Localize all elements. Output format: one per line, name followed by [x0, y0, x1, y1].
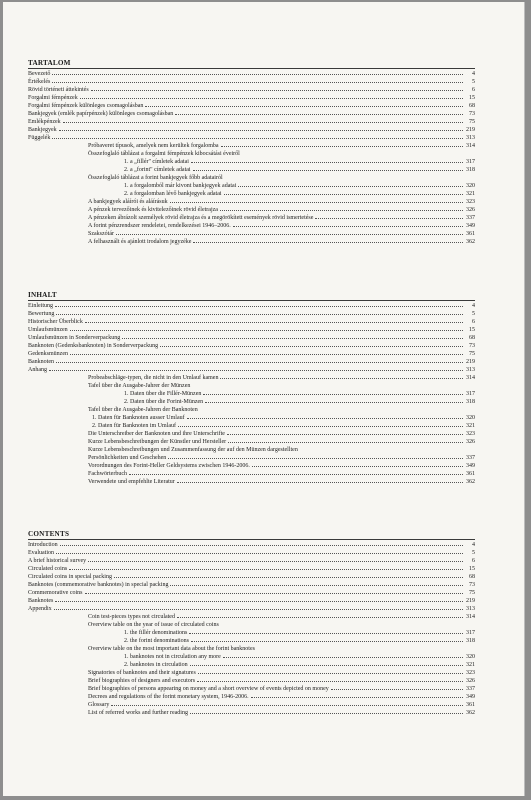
toc-entry-page-number: 320 — [466, 415, 475, 421]
toc-entry-page-number: 337 — [466, 455, 475, 461]
toc-entry-title: Bewertung — [28, 311, 55, 317]
toc-entry-page-number: 4 — [472, 303, 475, 309]
dot-leader — [198, 673, 463, 674]
dot-leader — [177, 482, 463, 483]
toc-entry-page-number: 337 — [466, 686, 475, 692]
toc-entry-page-number: 6 — [472, 558, 475, 564]
toc-entry-page-number: 314 — [466, 143, 475, 149]
toc-entry — [28, 430, 475, 438]
dot-leader — [69, 569, 463, 570]
toc-entry-title: 1. banknotes not in circulation any more — [124, 654, 221, 660]
toc-entry — [28, 669, 475, 677]
toc-entry — [28, 653, 475, 661]
toc-entry-title: Die Unterschreiber der Banknoten und ihre Unterschrifte — [88, 431, 225, 437]
dot-leader — [55, 601, 463, 602]
toc-entry — [28, 142, 475, 150]
dot-leader — [70, 354, 463, 355]
toc-entry-page-number: 68 — [469, 335, 475, 341]
toc-section-hungarian — [28, 58, 475, 246]
dot-leader — [56, 553, 463, 554]
toc-entry-page-number: 321 — [466, 662, 475, 668]
toc-entry-title: Historischer Überblick — [28, 319, 83, 325]
toc-entry-title: Glossary — [88, 702, 110, 708]
toc-entry-title: Commemorative coins — [28, 590, 83, 596]
toc-entry-title: Emlékpénzek — [28, 119, 61, 125]
dot-leader — [187, 418, 463, 419]
dot-leader — [170, 585, 463, 586]
toc-entry-page-number: 5 — [472, 311, 475, 317]
toc-entry-title: Overview table on the most important data about the forint banknotes — [88, 646, 255, 652]
toc-entry-page-number: 219 — [466, 359, 475, 365]
dot-leader — [114, 577, 463, 578]
toc-entry-title: 2. banknotes in circulation — [124, 662, 188, 668]
toc-entry — [28, 661, 475, 669]
toc-entry — [28, 318, 475, 326]
toc-entry-title: Szakszótár — [88, 231, 114, 237]
toc-entry-title: Umlaufsmünzen in Sonderverpackung — [28, 335, 121, 341]
toc-entry-page-number: 313 — [466, 367, 475, 373]
toc-entry-page-number: 320 — [466, 654, 475, 660]
toc-entry — [28, 382, 475, 390]
dot-leader — [227, 434, 463, 435]
toc-entry-title: 2. the forint denominations — [124, 638, 189, 644]
toc-entry-title: Verwendete und empfehlte Literatur — [88, 479, 175, 485]
toc-entry — [28, 414, 475, 422]
toc-entry — [28, 174, 475, 182]
dot-leader — [168, 458, 463, 459]
toc-entry-title: 1. the fillér denominations — [124, 630, 188, 636]
toc-entry-title: Introduction — [28, 542, 58, 548]
toc-entry-title: Circulated coins — [28, 566, 68, 572]
toc-entry — [28, 190, 475, 198]
toc-entry-page-number: 314 — [466, 375, 475, 381]
toc-entry — [28, 709, 475, 717]
toc-entry — [28, 446, 475, 454]
toc-entry — [28, 358, 475, 366]
dot-leader — [197, 681, 463, 682]
toc-entry-title: Forgalmi fémpénzek — [28, 95, 78, 101]
toc-entry-title: Anhang — [28, 367, 47, 373]
toc-entry-title: Banknotes — [28, 598, 54, 604]
toc-entry-title: Persönlichkeiten und Geschehen — [88, 455, 167, 461]
dot-leader — [220, 378, 463, 379]
dot-leader — [170, 202, 463, 203]
toc-entry-title: Gedenksmünzen — [28, 351, 68, 357]
dot-leader — [251, 697, 463, 698]
dot-leader — [145, 106, 463, 107]
toc-entry — [28, 637, 475, 645]
section-heading: TARTALOM — [28, 59, 71, 67]
toc-entry — [28, 166, 475, 174]
toc-entry — [28, 118, 475, 126]
dot-leader — [252, 466, 463, 467]
toc-entry — [28, 438, 475, 446]
dot-leader — [129, 474, 463, 475]
toc-entry — [28, 478, 475, 486]
dot-leader — [60, 545, 463, 546]
dot-leader — [160, 346, 463, 347]
toc-entry — [28, 677, 475, 685]
toc-entry-title: Kurze Lebensbeschreibungen der Künstler und Hersteller — [88, 439, 227, 445]
toc-entry-page-number: 219 — [466, 598, 475, 604]
section-heading: INHALT — [28, 291, 57, 299]
toc-entry — [28, 302, 475, 310]
toc-entry — [28, 581, 475, 589]
book-page — [3, 2, 525, 796]
dot-leader — [223, 657, 463, 658]
toc-entry — [28, 126, 475, 134]
toc-entries — [28, 302, 475, 486]
toc-entry-page-number: 318 — [466, 399, 475, 405]
toc-entry-page-number: 5 — [472, 79, 475, 85]
toc-section-english — [28, 529, 475, 717]
toc-section-german — [28, 290, 475, 486]
toc-entry-title: A forint pénzrendszer rendeletei, rendelkezései 1946–2006. — [88, 223, 231, 229]
toc-entry — [28, 422, 475, 430]
toc-entry — [28, 70, 475, 78]
toc-entry — [28, 693, 475, 701]
toc-entry — [28, 198, 475, 206]
dot-leader — [52, 82, 463, 83]
dot-leader — [85, 593, 464, 594]
dot-leader — [88, 561, 463, 562]
dot-leader — [203, 394, 463, 395]
toc-entry-page-number: 349 — [466, 694, 475, 700]
toc-entry — [28, 334, 475, 342]
toc-entries — [28, 541, 475, 717]
toc-entry — [28, 390, 475, 398]
toc-entry — [28, 326, 475, 334]
toc-entry-title: Forgalmi fémpénzek különleges csomagolásban — [28, 103, 144, 109]
toc-entry-title: Banknotes (commemorative banknotes) in special packing — [28, 582, 169, 588]
toc-entry-title: Brief biographies of persons appearing on money and a short overview of events depicted on money — [88, 686, 329, 692]
dot-leader — [52, 74, 463, 75]
toc-entry-title: Bankjegyek — [28, 127, 57, 133]
dot-leader — [56, 314, 463, 315]
toc-entry — [28, 102, 475, 110]
toc-entry-title: Függelék — [28, 135, 51, 141]
toc-entry-page-number: 75 — [469, 351, 475, 357]
toc-entry-title: Tafel über die Ausgabe-Jahren der Banknoten — [88, 407, 198, 413]
dot-leader — [193, 170, 463, 171]
toc-entry-page-number: 75 — [469, 590, 475, 596]
toc-entry — [28, 557, 475, 565]
toc-entry — [28, 374, 475, 382]
toc-entry-page-number: 15 — [469, 327, 475, 333]
dot-leader — [56, 362, 463, 363]
dot-leader — [63, 122, 463, 123]
toc-entry-title: Tafel über die Ausgabe-Jahrer der Münzen — [88, 383, 191, 389]
toc-entry — [28, 605, 475, 613]
toc-entry-page-number: 313 — [466, 135, 475, 141]
toc-entry-page-number: 326 — [466, 207, 475, 213]
toc-entry-page-number: 349 — [466, 223, 475, 229]
toc-entry — [28, 573, 475, 581]
toc-entry-title: Banknoten — [28, 359, 54, 365]
dot-leader — [91, 90, 463, 91]
toc-entry-page-number: 361 — [466, 471, 475, 477]
dot-leader — [175, 114, 463, 115]
dot-leader — [80, 98, 463, 99]
toc-entry-title: 2. a forgalomban lévő bankjegyek adatai — [124, 191, 222, 197]
dot-leader — [111, 705, 463, 706]
toc-entry — [28, 110, 475, 118]
toc-entry-title: A brief historical survey — [28, 558, 87, 564]
toc-entry — [28, 350, 475, 358]
dot-leader — [238, 186, 463, 187]
toc-entry — [28, 134, 475, 142]
toc-entry-title: Einleitung — [28, 303, 53, 309]
toc-entry-page-number: 318 — [466, 638, 475, 644]
toc-entry — [28, 158, 475, 166]
toc-entry-page-number: 321 — [466, 191, 475, 197]
toc-entry-title: Próbaveret típusok, amelyek nem kerültek forgalomba — [88, 143, 219, 149]
toc-entry — [28, 78, 475, 86]
toc-entry-title: Umlaufsmünzen — [28, 327, 68, 333]
heading-rule — [28, 539, 475, 540]
toc-entry — [28, 565, 475, 573]
toc-entry-page-number: 75 — [469, 119, 475, 125]
dot-leader — [55, 306, 463, 307]
toc-entry-page-number: 317 — [466, 159, 475, 165]
toc-entry-page-number: 219 — [466, 127, 475, 133]
heading-rule — [28, 300, 475, 301]
toc-entry-page-number: 4 — [472, 71, 475, 77]
dot-leader — [189, 633, 463, 634]
toc-entry-page-number: 73 — [469, 111, 475, 117]
toc-entry-page-number: 337 — [466, 215, 475, 221]
toc-entry — [28, 645, 475, 653]
dot-leader — [205, 402, 463, 403]
toc-entry-page-number: 362 — [466, 239, 475, 245]
toc-entry-title: 1. Daten für Banknoten ausser Umlauf — [92, 415, 185, 421]
toc-entry — [28, 621, 475, 629]
dot-leader — [122, 338, 463, 339]
toc-entry-title: Overview table on the year of issue of circulated coins — [88, 622, 219, 628]
toc-entry-title: Bankjegyek (emlék papírpénzek) különleges csomagolásban — [28, 111, 174, 117]
toc-entry — [28, 398, 475, 406]
toc-entry — [28, 182, 475, 190]
toc-entry — [28, 86, 475, 94]
dot-leader — [193, 242, 463, 243]
toc-entry — [28, 230, 475, 238]
toc-entry-title: Banknoten (Gedenksbanknoten) in Sonderverpackung — [28, 343, 159, 349]
toc-entry — [28, 342, 475, 350]
dot-leader — [190, 665, 463, 666]
dot-leader — [178, 426, 463, 427]
toc-entry-page-number: 326 — [466, 678, 475, 684]
dot-leader — [177, 617, 463, 618]
toc-entry — [28, 310, 475, 318]
toc-entry-title: 2. Daten für Banknoten im Umlauf — [92, 423, 176, 429]
toc-entry-title: 2. Daten über die Forint-Münzen — [124, 399, 204, 405]
toc-entry-title: Brief biographies of designers and executors — [88, 678, 196, 684]
toc-entry — [28, 454, 475, 462]
toc-entry-page-number: 323 — [466, 199, 475, 205]
toc-entry-page-number: 15 — [469, 95, 475, 101]
dot-leader — [315, 218, 463, 219]
dot-leader — [52, 138, 463, 139]
dot-leader — [70, 330, 463, 331]
toc-entry-page-number: 317 — [466, 630, 475, 636]
toc-entry-title: Coin test-pieces types not circulated — [88, 614, 175, 620]
toc-entry — [28, 613, 475, 621]
dot-leader — [228, 442, 463, 443]
toc-entry-title: A felhasznált és ajánlott irodalom jegyzéke — [88, 239, 192, 245]
toc-entry-title: Fachwörterbuch — [88, 471, 127, 477]
toc-entry-title: 1. Daten über die Fillér-Münzen — [124, 391, 202, 397]
toc-entry — [28, 629, 475, 637]
toc-entry-page-number: 6 — [472, 319, 475, 325]
toc-entry-title: Összefoglaló táblázat a forgalmi fémpénzek kibocsátási éveiről — [88, 151, 240, 157]
toc-entry — [28, 470, 475, 478]
toc-entry-title: Vorordnungen des Forint-Heller Geldsystems zwischen 1946-2006. — [88, 463, 250, 469]
toc-entry — [28, 462, 475, 470]
toc-entry-page-number: 68 — [469, 103, 475, 109]
toc-entry-title: Appendix — [28, 606, 52, 612]
toc-entry-page-number: 323 — [466, 431, 475, 437]
toc-entry-page-number: 314 — [466, 614, 475, 620]
toc-entry-page-number: 73 — [469, 582, 475, 588]
dot-leader — [220, 210, 463, 211]
dot-leader — [191, 162, 463, 163]
toc-entry-title: Rövid történeti áttekintés — [28, 87, 89, 93]
toc-entry — [28, 597, 475, 605]
toc-entry — [28, 549, 475, 557]
toc-entry-page-number: 4 — [472, 542, 475, 548]
dot-leader — [59, 130, 463, 131]
dot-leader — [221, 146, 463, 147]
dot-leader — [190, 713, 463, 714]
toc-entry-title: 1. a forgalomból már kivont bankjegyek adatai — [124, 183, 237, 189]
toc-entry-title: Signatories of banknotes and their signatures — [88, 670, 196, 676]
toc-entry-title: Decrees and regulations of the forint monetary system, 1946-2006. — [88, 694, 249, 700]
toc-entry-title: List of referred works and further reading — [88, 710, 188, 716]
toc-entry — [28, 206, 475, 214]
toc-entry-title: Evaluation — [28, 550, 54, 556]
toc-entry — [28, 222, 475, 230]
dot-leader — [116, 234, 463, 235]
toc-entry-title: A bankjegyek aláírói és aláírásuk — [88, 199, 168, 205]
toc-entry-title: Probeabschläge-typen, die nicht in den Umlauf kamen — [88, 375, 219, 381]
toc-entry-page-number: 5 — [472, 550, 475, 556]
toc-entry-page-number: 320 — [466, 183, 475, 189]
toc-entries — [28, 70, 475, 246]
toc-entry-title: Összefoglaló táblázat a forint bankjegyek főbb adatairól — [88, 175, 223, 181]
toc-entry — [28, 366, 475, 374]
toc-entry-title: 2. a „forint" címletek adatai — [124, 167, 191, 173]
toc-entry — [28, 94, 475, 102]
dot-leader — [191, 641, 463, 642]
toc-entry — [28, 214, 475, 222]
toc-entry-title: Circulated coins in special packing — [28, 574, 112, 580]
section-heading: CONTENTS — [28, 530, 70, 538]
toc-entry-page-number: 15 — [469, 566, 475, 572]
toc-entry-title: Kurze Lebensbeschreibungen und Zusammenfassung der auf den Münzen dargestellten — [88, 447, 298, 453]
toc-entry-page-number: 321 — [466, 423, 475, 429]
toc-entry-page-number: 349 — [466, 463, 475, 469]
dot-leader — [54, 609, 463, 610]
toc-entry-title: 1. a „fillér" címletek adatai — [124, 159, 189, 165]
dot-leader — [49, 370, 463, 371]
toc-entry — [28, 541, 475, 549]
heading-rule — [28, 68, 475, 69]
toc-entry-title: Értékelés — [28, 79, 51, 85]
toc-entry-title: A pénzek tervezőinek és kivitelezőinek rövid életrajza — [88, 207, 218, 213]
toc-entry-page-number: 313 — [466, 606, 475, 612]
toc-entry-page-number: 361 — [466, 231, 475, 237]
toc-entry-page-number: 73 — [469, 343, 475, 349]
toc-entry — [28, 406, 475, 414]
dot-leader — [224, 194, 463, 195]
toc-entry-page-number: 362 — [466, 710, 475, 716]
toc-entry-page-number: 6 — [472, 87, 475, 93]
dot-leader — [331, 689, 463, 690]
toc-entry — [28, 685, 475, 693]
dot-leader — [85, 322, 463, 323]
toc-entry-page-number: 317 — [466, 391, 475, 397]
toc-entry-page-number: 326 — [466, 439, 475, 445]
toc-entry-page-number: 318 — [466, 167, 475, 173]
toc-entry — [28, 589, 475, 597]
toc-entry-page-number: 362 — [466, 479, 475, 485]
toc-entry-page-number: 361 — [466, 702, 475, 708]
toc-entry-page-number: 68 — [469, 574, 475, 580]
toc-entry — [28, 150, 475, 158]
toc-entry-page-number: 323 — [466, 670, 475, 676]
toc-entry-title: A pénzeken ábrázolt személyek rövid életrajza és a megörökített események rövid ismertetése — [88, 215, 314, 221]
toc-entry — [28, 701, 475, 709]
toc-entry-title: Bevezető — [28, 71, 51, 77]
dot-leader — [233, 226, 463, 227]
toc-entry — [28, 238, 475, 246]
